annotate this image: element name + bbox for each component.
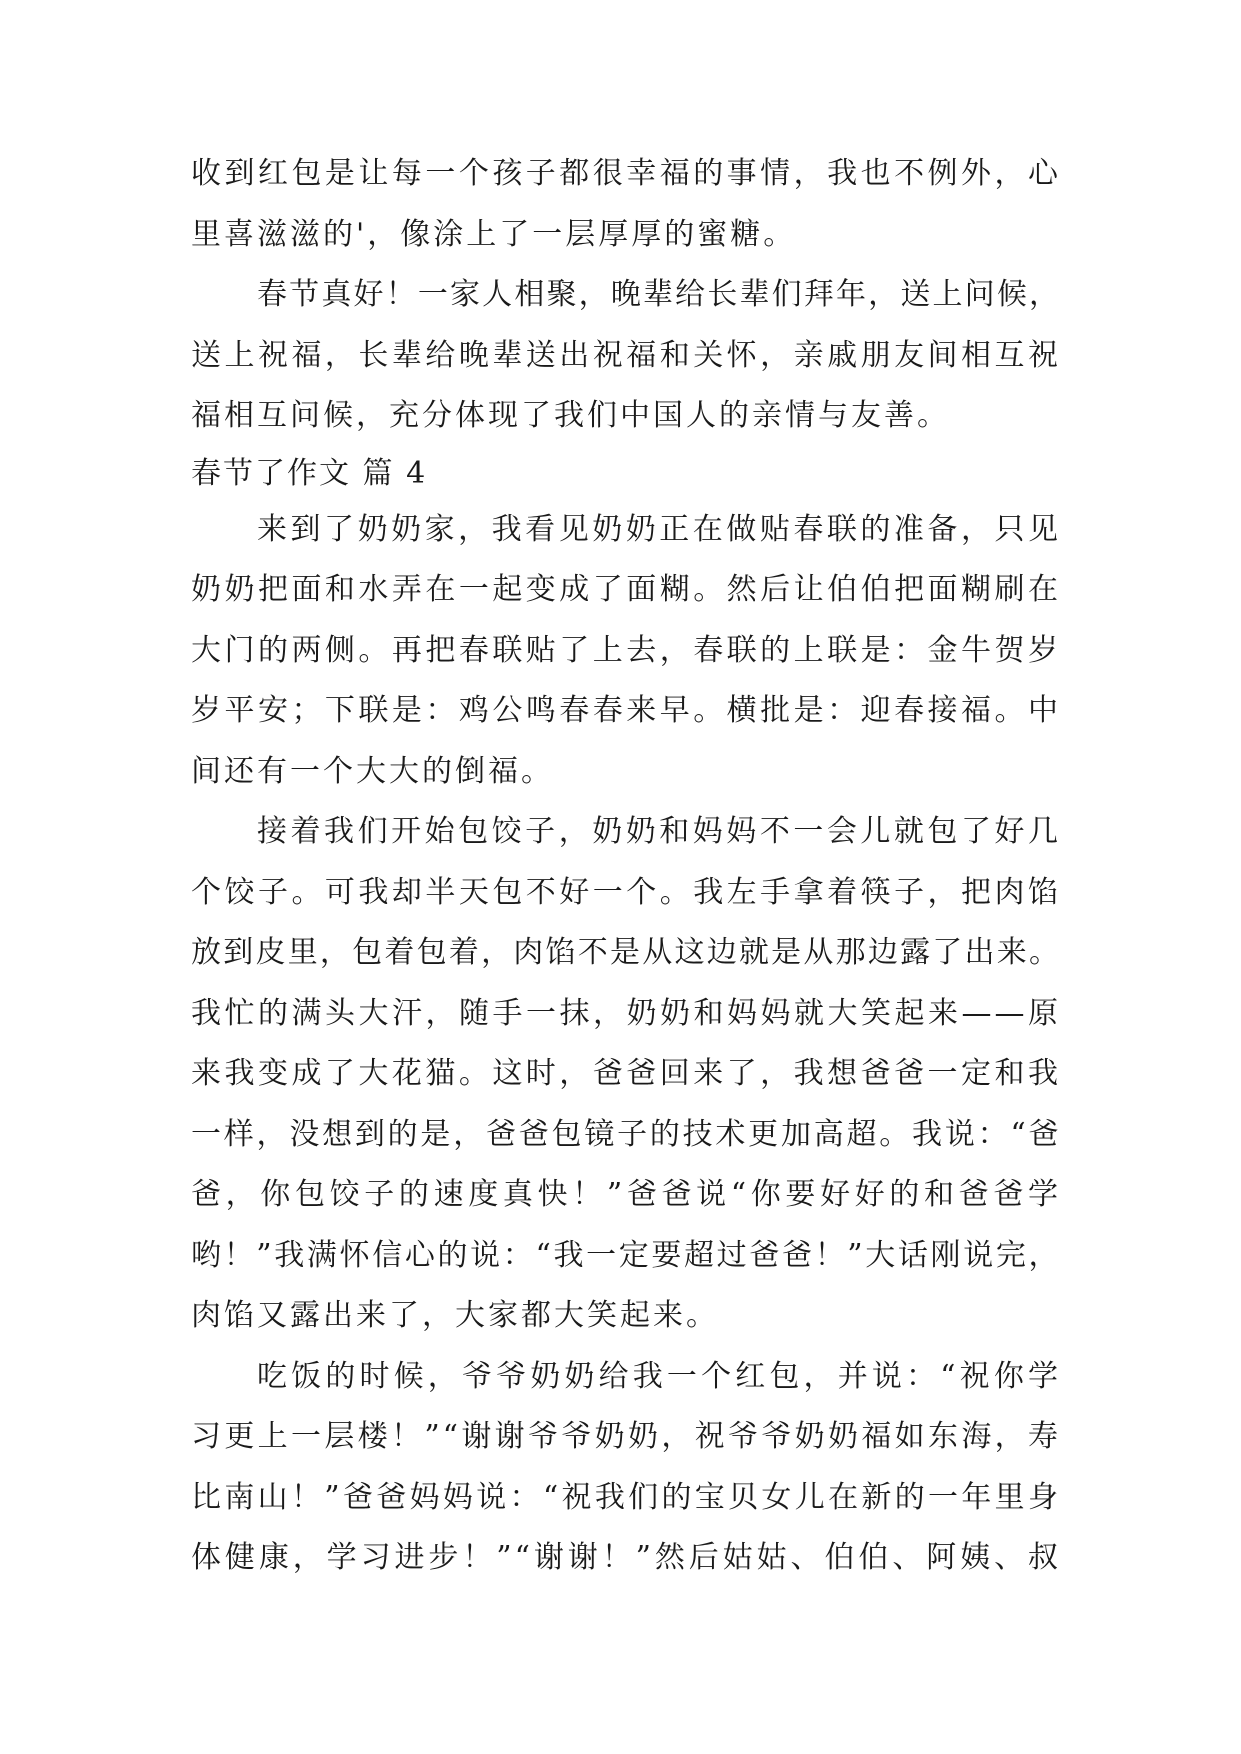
paragraph-spring-festival-good	[191, 265, 1061, 447]
text-line: 大门的两侧。再把春联贴了上去，春联的上联是：金牛贺岁	[191, 632, 1061, 668]
text-line: 收到红包是让每一个孩子都很幸福的事情，我也不例外，心	[191, 156, 1061, 191]
text-line: 来我变成了大花猫。这时，爸爸回来了，我想爸爸一定和我	[191, 1056, 1061, 1091]
text-line: 一样，没想到的是，爸爸包镜子的技术更加高超。我说：“爸	[191, 1116, 1061, 1152]
text-line: 爸，你包饺子的速度真快！”爸爸说“你要好好的和爸爸学	[191, 1177, 1061, 1212]
text-line: 奶奶把面和水弄在一起变成了面糊。然后让伯伯把面糊刷在	[191, 572, 1061, 607]
text-line: 哟！”我满怀信心的说：“我一定要超过爸爸！”大话刚说完，	[191, 1237, 1061, 1273]
text-line: 来到了奶奶家，我看见奶奶正在做贴春联的准备，只见	[257, 511, 1061, 547]
paragraph-red-envelope-continuation	[191, 144, 1061, 265]
paragraph-dinner-red-envelope	[191, 1347, 1061, 1589]
text-line: 春节真好！一家人相聚，晚辈给长辈们拜年，送上问候，	[257, 277, 1061, 312]
essay-heading: 春节了作文 篇 4	[191, 455, 428, 491]
text-line: 我忙的满头大汗，随手一抹，奶奶和妈妈就大笑起来——原	[191, 995, 1061, 1031]
text-line: 比南山！”爸爸妈妈说：“祝我们的宝贝女儿在新的一年里身	[191, 1479, 1061, 1515]
text-line: 里喜滋滋的'，像涂上了一层厚厚的蜜糖。	[191, 216, 797, 252]
document-page	[191, 144, 1061, 1589]
text-line: 送上祝福，长辈给晚辈送出祝福和关怀，亲戚朋友间相互祝	[191, 337, 1061, 373]
text-line: 接着我们开始包饺子，奶奶和妈妈不一会儿就包了好几	[257, 814, 1061, 849]
text-line: 吃饭的时候，爷爷奶奶给我一个红包，并说：“祝你学	[257, 1358, 1061, 1394]
text-line: 个饺子。可我却半天包不好一个。我左手拿着筷子，把肉馅	[191, 874, 1061, 910]
paragraph-making-dumplings	[191, 802, 1061, 1347]
paragraph-grandma-house	[191, 500, 1061, 803]
text-line: 肉馅又露出来了，大家都大笑起来。	[191, 1298, 719, 1333]
text-line: 放到皮里，包着包着，肉馅不是从这边就是从那边露了出来。	[191, 935, 1061, 970]
text-line: 间还有一个大大的倒福。	[191, 753, 554, 789]
text-line: 福相互问候，充分体现了我们中国人的亲情与友善。	[191, 398, 950, 433]
text-line: 习更上一层楼！”“谢谢爷爷奶奶，祝爷爷奶奶福如东海，寿	[191, 1419, 1061, 1454]
text-line: 岁平安；下联是：鸡公鸣春春来早。横批是：迎春接福。中	[191, 693, 1061, 728]
text-line: 体健康，学习进步！”“谢谢！”然后姑姑、伯伯、阿姨、叔	[191, 1540, 1061, 1575]
